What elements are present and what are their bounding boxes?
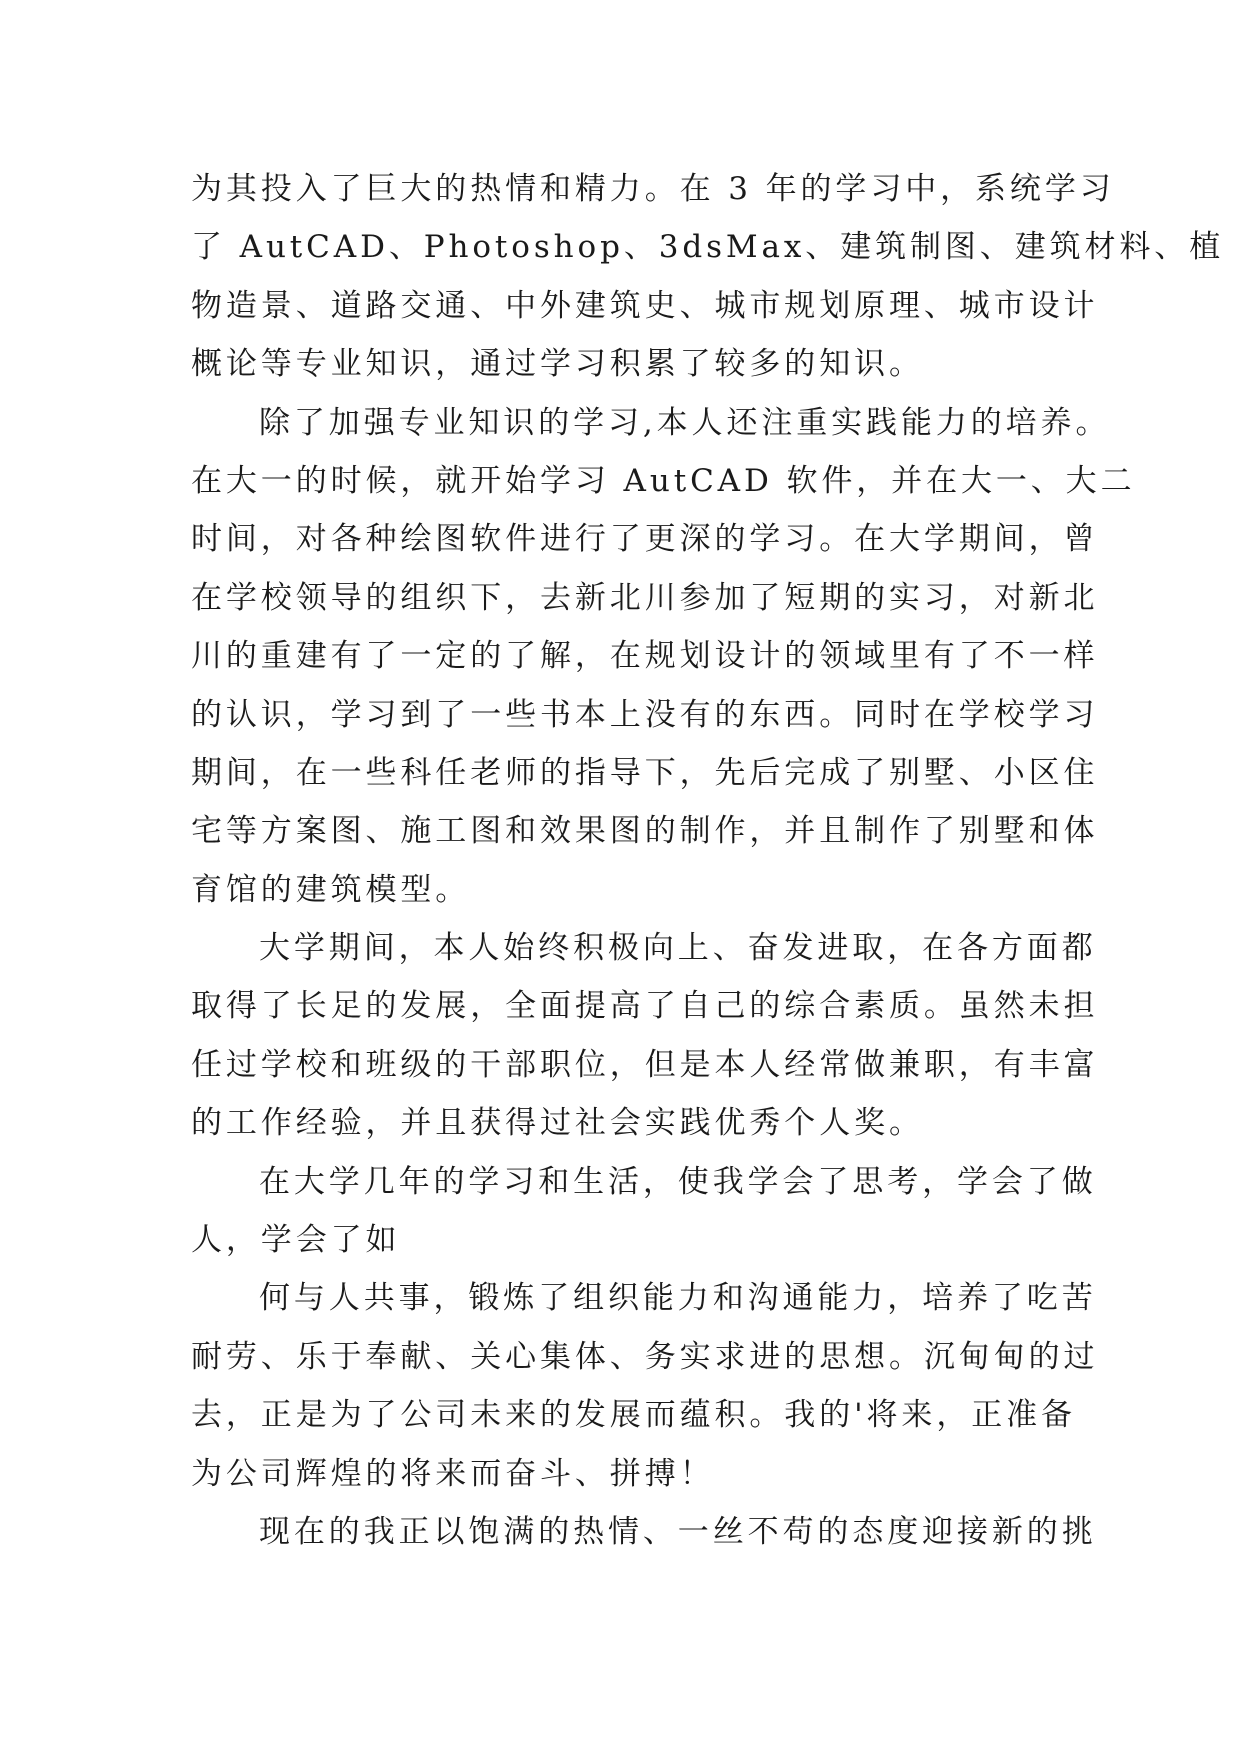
text-line: 为其投入了巨大的热情和精力。在 3 年的学习中，系统学习 [191, 171, 1115, 207]
text-line: 为公司辉煌的将来而奋斗、拼搏！ [191, 1455, 715, 1492]
paragraph-first-line: 除了加强专业知识的学习,本人还注重实践能力的培养。 [259, 404, 1111, 441]
text-line: 人，学会了如 [191, 1222, 401, 1259]
text-line: 的认识，学习到了一些书本上没有的东西。同时在学校学习 [191, 696, 1099, 733]
paragraph-first-line: 何与人共事，锻炼了组织能力和沟通能力，培养了吃苦 [259, 1280, 1097, 1317]
paragraph-first-line: 在大学几年的学习和生活，使我学会了思考，学会了做 [259, 1163, 1097, 1200]
text-line: 宅等方案图、施工图和效果图的制作，并且制作了别墅和体 [191, 813, 1099, 850]
text-line: 概论等专业知识，通过学习积累了较多的知识。 [191, 346, 924, 383]
paragraph-first-line: 现在的我正以饱满的热情、一丝不苟的态度迎接新的挑 [259, 1513, 1097, 1550]
text-line: 时间，对各种绘图软件进行了更深的学习。在大学期间，曾 [191, 521, 1099, 558]
document-body [191, 160, 1225, 1561]
text-line: 在大一的时候，就开始学习 AutCAD 软件，并在大一、大二 [191, 462, 1136, 499]
paragraph-first-line: 大学期间，本人始终积极向上、奋发进取，在各方面都 [259, 930, 1097, 967]
text-line: 期间，在一些科任老师的指导下，先后完成了别墅、小区住 [191, 754, 1099, 791]
text-line: 耐劳、乐于奉献、关心集体、务实求进的思想。沉甸甸的过 [191, 1338, 1099, 1375]
text-line: 的工作经验，并且获得过社会实践优秀个人奖。 [191, 1105, 924, 1142]
text-line: 去，正是为了公司未来的发展而蕴积。我的'将来，正准备 [191, 1397, 1076, 1434]
text-line: 取得了长足的发展，全面提高了自己的综合素质。虽然未担 [191, 988, 1099, 1025]
text-line: 了 AutCAD、Photoshop、3dsMax、建筑制图、建筑材料、植 [191, 229, 1225, 266]
text-line: 任过学校和班级的干部职位，但是本人经常做兼职，有丰富 [191, 1046, 1099, 1083]
text-line: 川的重建有了一定的了解，在规划设计的领域里有了不一样 [191, 638, 1099, 675]
text-line: 在学校领导的组织下，去新北川参加了短期的实习，对新北 [191, 579, 1099, 616]
text-line: 育馆的建筑模型。 [191, 871, 471, 908]
text-line: 物造景、道路交通、中外建筑史、城市规划原理、城市设计 [191, 287, 1099, 324]
